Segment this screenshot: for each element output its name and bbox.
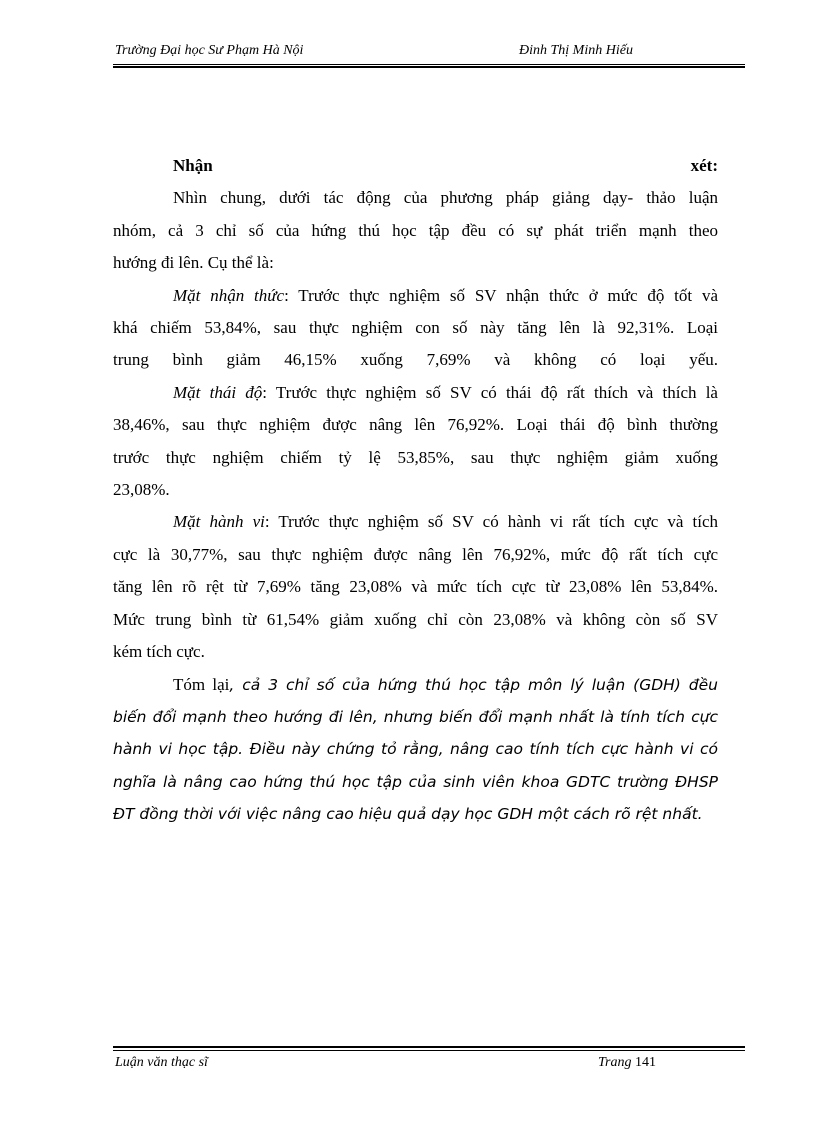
paragraph-line: Mặt nhận thức: Trước thực nghiệm số SV nhận thức ở mức độ tốt và [173,285,718,305]
paragraph-line: Mặt hành vi: Trước thực nghiệm số SV có hành vi rất tích cực và tích [173,512,718,532]
paragraph-line: cực là 30,77%, sau thực nghiệm được nâng lên 76,92%, mức độ rất tích cực [113,544,718,564]
paragraph-line: trung bình giảm 46,15% xuống 7,69% và không có loại yếu. [113,350,718,370]
paragraph-overview [113,182,718,279]
footer-page-label: Trang [598,1055,632,1070]
paragraph-line: hành vi học tập. Điều này chứng tỏ rằng, nâng cao tính tích cực hành vi có [113,740,718,759]
page-header [113,43,745,63]
paragraph-line: khá chiếm 53,84%, sau thực nghiệm con số này tăng lên là 92,31%. Loại [113,318,718,338]
paragraph-label: Tóm lại [173,674,230,694]
paragraph-attitude [113,377,718,507]
header-rule-thick [113,66,745,68]
header-rule-thin [113,64,745,65]
paragraph-summary [113,669,718,831]
section-heading [173,150,718,182]
header-author: Đinh Thị Minh Hiếu [519,43,633,58]
paragraph-line: Tóm lại, cả 3 chỉ số của hứng thú học tập môn lý luận (GDH) đều [173,674,718,694]
footer-page [598,1055,656,1071]
paragraph-line: biến đổi mạnh theo hướng đi lên, nhưng biến đổi mạnh nhất là tính tích cực [113,707,718,726]
footer-document-type: Luận văn thạc sĩ [115,1055,208,1070]
footer-rule-thick [113,1046,745,1048]
paragraph-behavior [113,506,718,668]
heading-right: xét: [690,156,718,175]
heading-left: Nhận [173,156,213,175]
paragraph-line: Mặt thái độ: Trước thực nghiệm số SV có thái độ rất thích và thích là [173,382,718,402]
page-body [113,150,718,831]
paragraph-line: nghĩa là nâng cao hứng thú học tập của sinh viên khoa GDTC trường ĐHSP [113,772,718,791]
page-number: 141 [634,1055,656,1070]
paragraph-line: trước thực nghiệm chiếm tỷ lệ 53,85%, sau thực nghiệm giảm xuống [113,447,718,467]
header-institution: Trường Đại học Sư Phạm Hà Nội [115,43,304,58]
paragraph-line: hướng đi lên. Cụ thể là: [113,253,274,273]
paragraph-label: Mặt nhận thức [173,285,285,305]
paragraph-line: kém tích cực. [113,642,205,662]
page-footer [113,1055,745,1075]
footer-rule-thin [113,1050,745,1051]
paragraph-line: ĐT đồng thời với việc nâng cao hiệu quả dạy học GDH một cách rõ rệt nhất. [113,805,703,824]
paragraph-label: Mặt thái độ [173,382,263,402]
paragraph-line: Nhìn chung, dưới tác động của phương pháp giảng dạy- thảo luận [173,188,718,208]
paragraph-line: 23,08%. [113,480,170,500]
paragraph-label: Mặt hành vi [173,512,265,532]
paragraph-line: Mức trung bình từ 61,54% giảm xuống chỉ còn 23,08% và không còn số SV [113,609,718,629]
paragraph-cognitive [113,280,718,377]
paragraph-line: 38,46%, sau thực nghiệm được nâng lên 76,92%. Loại thái độ bình thường [113,415,718,435]
paragraph-line: tăng lên rõ rệt từ 7,69% tăng 23,08% và mức tích cực từ 23,08% lên 53,84%. [113,577,718,597]
paragraph-line: nhóm, cả 3 chỉ số của hứng thú học tập đều có sự phát triển mạnh theo [113,220,718,240]
